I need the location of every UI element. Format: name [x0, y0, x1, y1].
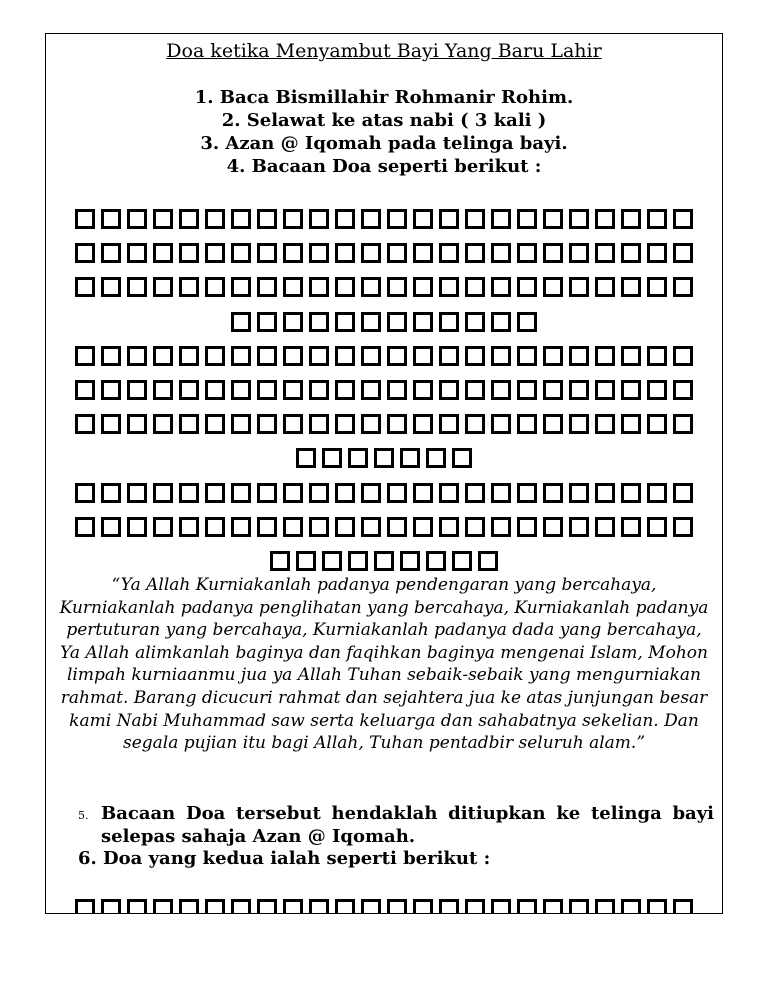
missing-glyph-box [387, 517, 407, 537]
missing-glyph-box [491, 209, 511, 229]
missing-glyph-box [309, 483, 329, 503]
missing-glyph-box [283, 209, 303, 229]
arabic-placeholder-line [46, 441, 722, 475]
missing-glyph-box [439, 277, 459, 297]
missing-glyph-box [517, 380, 537, 400]
missing-glyph-box [257, 517, 277, 537]
item-5 [78, 802, 714, 848]
missing-glyph-box [465, 414, 485, 434]
missing-glyph-box [517, 517, 537, 537]
missing-glyph-box [127, 899, 147, 914]
missing-glyph-box [673, 899, 693, 914]
missing-glyph-box [335, 209, 355, 229]
arabic-placeholder-line [46, 476, 722, 510]
missing-glyph-box [621, 346, 641, 366]
missing-glyph-box [621, 517, 641, 537]
missing-glyph-box [309, 277, 329, 297]
missing-glyph-box [309, 517, 329, 537]
missing-glyph-box [647, 209, 667, 229]
missing-glyph-box [400, 551, 420, 571]
missing-glyph-box [439, 209, 459, 229]
missing-glyph-box [283, 380, 303, 400]
missing-glyph-box [270, 551, 290, 571]
missing-glyph-box [647, 243, 667, 263]
doa-translation: “Ya Allah Kurniakanlah padanya pendengaran yang bercahaya, Kurniakanlah padanya penglihatan yang bercahaya, Kurniakanlah padanya pertuturan yang bercahaya, Kurniakanlah padanya dada yang bercahaya, Ya Allah alimkanlah baginya dan faqihkan baginya mengenai Islam, Mohon limpah kurniaanmu jua ya Allah Tuhan sebaik-sebaik yang mengurniakan rahmat. Barang dicucuri rahmat dan sejahtera jua ke atas junjungan besar kami Nabi Muhammad saw serta keluarga dan sahabatnya sekelian. Dan segala pujian itu bagi Allah, Tuhan pentadbir seluruh alam.” [59, 575, 709, 754]
missing-glyph-box [491, 243, 511, 263]
missing-glyph-box [595, 277, 615, 297]
missing-glyph-box [257, 899, 277, 914]
missing-glyph-box [283, 346, 303, 366]
missing-glyph-box [413, 209, 433, 229]
missing-glyph-box [426, 551, 446, 571]
missing-glyph-box [543, 414, 563, 434]
missing-glyph-box [101, 277, 121, 297]
missing-glyph-box [335, 483, 355, 503]
missing-glyph-box [569, 243, 589, 263]
missing-glyph-box [569, 209, 589, 229]
missing-glyph-box [335, 899, 355, 914]
missing-glyph-box [569, 517, 589, 537]
missing-glyph-box [101, 243, 121, 263]
missing-glyph-box [673, 277, 693, 297]
document-page [45, 33, 723, 914]
missing-glyph-box [595, 209, 615, 229]
item-5-number: 5. [78, 809, 89, 822]
missing-glyph-box [439, 312, 459, 332]
missing-glyph-box [543, 277, 563, 297]
missing-glyph-box [101, 380, 121, 400]
missing-glyph-box [673, 517, 693, 537]
missing-glyph-box [465, 277, 485, 297]
missing-glyph-box [283, 277, 303, 297]
missing-glyph-box [387, 346, 407, 366]
missing-glyph-box [283, 517, 303, 537]
missing-glyph-box [296, 448, 316, 468]
missing-glyph-box [621, 380, 641, 400]
missing-glyph-box [595, 380, 615, 400]
missing-glyph-box [543, 517, 563, 537]
missing-glyph-box [309, 209, 329, 229]
missing-glyph-box [517, 483, 537, 503]
missing-glyph-box [452, 448, 472, 468]
missing-glyph-box [309, 380, 329, 400]
missing-glyph-box [75, 277, 95, 297]
missing-glyph-box [205, 380, 225, 400]
missing-glyph-box [543, 380, 563, 400]
missing-glyph-box [231, 312, 251, 332]
missing-glyph-box [647, 414, 667, 434]
missing-glyph-box [361, 346, 381, 366]
missing-glyph-box [387, 483, 407, 503]
missing-glyph-box [491, 346, 511, 366]
missing-glyph-box [231, 346, 251, 366]
missing-glyph-box [673, 414, 693, 434]
missing-glyph-box [257, 277, 277, 297]
missing-glyph-box [283, 899, 303, 914]
missing-glyph-box [621, 414, 641, 434]
arabic-placeholder-line [46, 339, 722, 373]
missing-glyph-box [205, 899, 225, 914]
missing-glyph-box [179, 346, 199, 366]
missing-glyph-box [465, 346, 485, 366]
missing-glyph-box [179, 380, 199, 400]
missing-glyph-box [205, 414, 225, 434]
missing-glyph-box [439, 243, 459, 263]
missing-glyph-box [179, 414, 199, 434]
missing-glyph-box [491, 414, 511, 434]
missing-glyph-box [387, 209, 407, 229]
missing-glyph-box [621, 209, 641, 229]
missing-glyph-box [257, 209, 277, 229]
missing-glyph-box [413, 312, 433, 332]
missing-glyph-box [322, 448, 342, 468]
missing-glyph-box [361, 243, 381, 263]
missing-glyph-box [101, 346, 121, 366]
missing-glyph-box [257, 414, 277, 434]
missing-glyph-box [101, 899, 121, 914]
missing-glyph-box [257, 346, 277, 366]
missing-glyph-box [465, 517, 485, 537]
missing-glyph-box [231, 483, 251, 503]
missing-glyph-box [465, 483, 485, 503]
missing-glyph-box [647, 899, 667, 914]
item-6: 6. Doa yang kedua ialah seperti berikut : [78, 848, 491, 869]
missing-glyph-box [413, 380, 433, 400]
missing-glyph-box [517, 209, 537, 229]
missing-glyph-box [205, 517, 225, 537]
missing-glyph-box [75, 380, 95, 400]
missing-glyph-box [127, 277, 147, 297]
missing-glyph-box [153, 414, 173, 434]
missing-glyph-box [543, 483, 563, 503]
missing-glyph-box [413, 277, 433, 297]
missing-glyph-box [673, 483, 693, 503]
missing-glyph-box [205, 483, 225, 503]
missing-glyph-box [335, 380, 355, 400]
arabic-placeholder-line [46, 892, 722, 914]
missing-glyph-box [361, 899, 381, 914]
missing-glyph-box [361, 277, 381, 297]
missing-glyph-box [439, 414, 459, 434]
missing-glyph-box [387, 380, 407, 400]
missing-glyph-box [205, 209, 225, 229]
missing-glyph-box [543, 209, 563, 229]
missing-glyph-box [127, 243, 147, 263]
missing-glyph-box [127, 346, 147, 366]
missing-glyph-box [413, 483, 433, 503]
arabic-placeholder-line [46, 373, 722, 407]
missing-glyph-box [569, 483, 589, 503]
missing-glyph-box [153, 346, 173, 366]
missing-glyph-box [153, 243, 173, 263]
missing-glyph-box [127, 483, 147, 503]
missing-glyph-box [647, 346, 667, 366]
missing-glyph-box [348, 551, 368, 571]
missing-glyph-box [621, 277, 641, 297]
missing-glyph-box [296, 551, 316, 571]
missing-glyph-box [75, 414, 95, 434]
arabic-text-placeholder-block [46, 202, 722, 578]
missing-glyph-box [257, 483, 277, 503]
missing-glyph-box [374, 448, 394, 468]
missing-glyph-box [179, 277, 199, 297]
missing-glyph-box [465, 209, 485, 229]
missing-glyph-box [101, 209, 121, 229]
missing-glyph-box [439, 899, 459, 914]
missing-glyph-box [517, 243, 537, 263]
missing-glyph-box [309, 346, 329, 366]
missing-glyph-box [647, 380, 667, 400]
missing-glyph-box [387, 312, 407, 332]
missing-glyph-box [517, 899, 537, 914]
missing-glyph-box [335, 312, 355, 332]
missing-glyph-box [465, 312, 485, 332]
missing-glyph-box [101, 517, 121, 537]
missing-glyph-box [75, 243, 95, 263]
missing-glyph-box [491, 312, 511, 332]
missing-glyph-box [673, 380, 693, 400]
missing-glyph-box [257, 312, 277, 332]
missing-glyph-box [595, 243, 615, 263]
missing-glyph-box [673, 209, 693, 229]
missing-glyph-box [595, 517, 615, 537]
missing-glyph-box [205, 346, 225, 366]
missing-glyph-box [647, 483, 667, 503]
missing-glyph-box [231, 243, 251, 263]
missing-glyph-box [517, 312, 537, 332]
missing-glyph-box [569, 899, 589, 914]
missing-glyph-box [75, 517, 95, 537]
arabic-placeholder-line [46, 407, 722, 441]
missing-glyph-box [569, 414, 589, 434]
missing-glyph-box [361, 312, 381, 332]
missing-glyph-box [205, 277, 225, 297]
missing-glyph-box [75, 899, 95, 914]
missing-glyph-box [335, 517, 355, 537]
missing-glyph-box [153, 209, 173, 229]
missing-glyph-box [491, 899, 511, 914]
missing-glyph-box [257, 243, 277, 263]
missing-glyph-box [439, 517, 459, 537]
missing-glyph-box [543, 346, 563, 366]
missing-glyph-box [491, 517, 511, 537]
missing-glyph-box [426, 448, 446, 468]
step-2: 2. Selawat ke atas nabi ( 3 kali ) [221, 110, 547, 131]
missing-glyph-box [465, 243, 485, 263]
missing-glyph-box [361, 414, 381, 434]
missing-glyph-box [335, 277, 355, 297]
missing-glyph-box [75, 346, 95, 366]
arabic-placeholder-line [46, 270, 722, 304]
arabic-placeholder-line [46, 202, 722, 236]
missing-glyph-box [491, 380, 511, 400]
missing-glyph-box [569, 346, 589, 366]
missing-glyph-box [127, 517, 147, 537]
missing-glyph-box [231, 277, 251, 297]
missing-glyph-box [335, 243, 355, 263]
missing-glyph-box [361, 483, 381, 503]
missing-glyph-box [283, 312, 303, 332]
missing-glyph-box [309, 243, 329, 263]
missing-glyph-box [621, 483, 641, 503]
missing-glyph-box [153, 517, 173, 537]
missing-glyph-box [179, 899, 199, 914]
missing-glyph-box [387, 414, 407, 434]
arabic-text-placeholder-bottom [46, 892, 722, 914]
missing-glyph-box [439, 380, 459, 400]
missing-glyph-box [335, 414, 355, 434]
missing-glyph-box [153, 483, 173, 503]
missing-glyph-box [231, 414, 251, 434]
missing-glyph-box [361, 517, 381, 537]
missing-glyph-box [478, 551, 498, 571]
missing-glyph-box [127, 414, 147, 434]
arabic-placeholder-line [46, 305, 722, 339]
missing-glyph-box [179, 209, 199, 229]
item-5-text: Bacaan Doa tersebut hendaklah ditiupkan ke telinga bayi selepas sahaja Azan @ Iqomah. [101, 803, 714, 847]
missing-glyph-box [491, 277, 511, 297]
missing-glyph-box [413, 414, 433, 434]
missing-glyph-box [387, 899, 407, 914]
missing-glyph-box [309, 414, 329, 434]
missing-glyph-box [153, 380, 173, 400]
missing-glyph-box [283, 483, 303, 503]
missing-glyph-box [491, 483, 511, 503]
missing-glyph-box [179, 483, 199, 503]
missing-glyph-box [257, 380, 277, 400]
missing-glyph-box [595, 899, 615, 914]
arabic-placeholder-line [46, 236, 722, 270]
missing-glyph-box [335, 346, 355, 366]
missing-glyph-box [465, 380, 485, 400]
missing-glyph-box [127, 380, 147, 400]
missing-glyph-box [101, 483, 121, 503]
missing-glyph-box [595, 346, 615, 366]
step-4: 4. Bacaan Doa seperti berikut : [226, 156, 542, 177]
missing-glyph-box [153, 277, 173, 297]
missing-glyph-box [517, 414, 537, 434]
missing-glyph-box [621, 899, 641, 914]
missing-glyph-box [153, 899, 173, 914]
missing-glyph-box [543, 243, 563, 263]
missing-glyph-box [413, 517, 433, 537]
missing-glyph-box [309, 899, 329, 914]
missing-glyph-box [439, 346, 459, 366]
arabic-placeholder-line [46, 544, 722, 578]
missing-glyph-box [413, 899, 433, 914]
missing-glyph-box [283, 243, 303, 263]
missing-glyph-box [309, 312, 329, 332]
missing-glyph-box [348, 448, 368, 468]
missing-glyph-box [231, 517, 251, 537]
missing-glyph-box [647, 277, 667, 297]
missing-glyph-box [387, 277, 407, 297]
missing-glyph-box [283, 414, 303, 434]
missing-glyph-box [205, 243, 225, 263]
missing-glyph-box [413, 243, 433, 263]
missing-glyph-box [595, 414, 615, 434]
missing-glyph-box [75, 483, 95, 503]
missing-glyph-box [361, 380, 381, 400]
missing-glyph-box [452, 551, 472, 571]
missing-glyph-box [621, 243, 641, 263]
missing-glyph-box [517, 277, 537, 297]
document-title: Doa ketika Menyambut Bayi Yang Baru Lahir [166, 40, 602, 62]
missing-glyph-box [387, 243, 407, 263]
step-1: 1. Baca Bismillahir Rohmanir Rohim. [194, 87, 574, 108]
steps-list [46, 86, 722, 178]
missing-glyph-box [322, 551, 342, 571]
missing-glyph-box [517, 346, 537, 366]
step-3: 3. Azan @ Iqomah pada telinga bayi. [200, 133, 568, 154]
missing-glyph-box [673, 243, 693, 263]
missing-glyph-box [127, 209, 147, 229]
missing-glyph-box [361, 209, 381, 229]
missing-glyph-box [595, 483, 615, 503]
missing-glyph-box [543, 899, 563, 914]
missing-glyph-box [75, 209, 95, 229]
missing-glyph-box [179, 243, 199, 263]
missing-glyph-box [231, 380, 251, 400]
missing-glyph-box [179, 517, 199, 537]
missing-glyph-box [101, 414, 121, 434]
missing-glyph-box [231, 899, 251, 914]
missing-glyph-box [413, 346, 433, 366]
arabic-placeholder-line [46, 510, 722, 544]
missing-glyph-box [465, 899, 485, 914]
missing-glyph-box [231, 209, 251, 229]
missing-glyph-box [569, 277, 589, 297]
missing-glyph-box [374, 551, 394, 571]
missing-glyph-box [439, 483, 459, 503]
missing-glyph-box [400, 448, 420, 468]
missing-glyph-box [647, 517, 667, 537]
missing-glyph-box [569, 380, 589, 400]
missing-glyph-box [673, 346, 693, 366]
